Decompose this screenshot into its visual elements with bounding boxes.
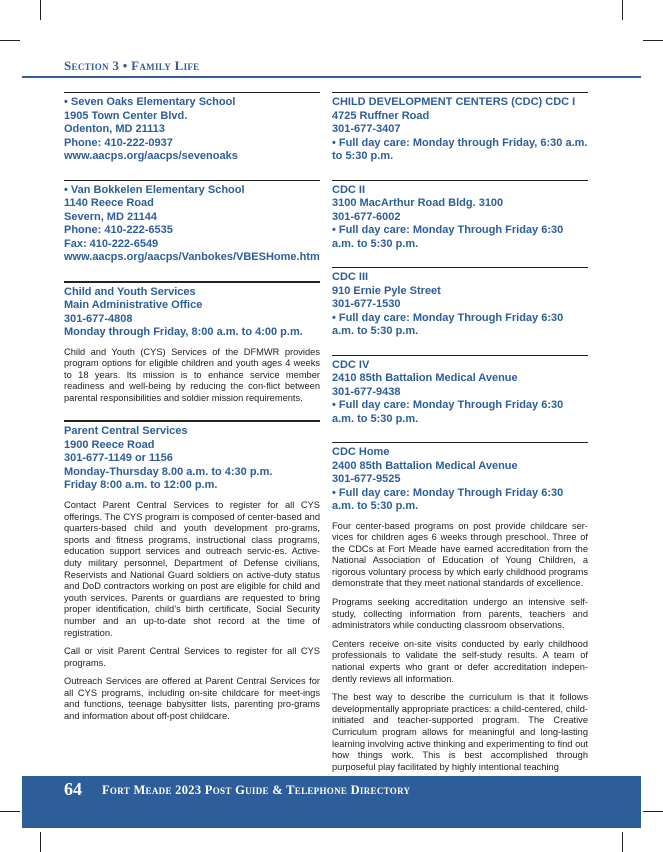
right-column: [332, 92, 588, 789]
entry-line: 301-677-3407: [332, 123, 401, 135]
entry-link[interactable]: www.aacps.org/aacps/Vanbokes/VBESHome.htm: [64, 251, 320, 263]
crop-mark: [40, 0, 41, 20]
left-column: [64, 92, 320, 739]
entry-line: Main Administrative Office: [64, 299, 203, 311]
body-paragraph: Call or visit Parent Central Services to register for all CYS programs.: [64, 646, 320, 668]
entry-line: 1900 Reece Road: [64, 438, 155, 451]
entry-line: 1140 Reece Road: [64, 197, 154, 209]
entry-line: 301-677-9525: [332, 473, 401, 485]
crop-mark: [40, 832, 41, 852]
body-paragraph: Child and Youth (CYS) Services of the DFMWR provides program options for eligible children and youth ages 4 weeks to 18 years. Its mission is to enhance service member readiness and well-being by reducing the con-flict between parental responsibilities and soldier mission requirements.: [64, 346, 320, 403]
parent-central-entry: [64, 420, 320, 722]
entry-line: 301-677-4808: [64, 312, 133, 325]
school-entry-van-bokkelen: [64, 180, 320, 265]
entry-line: • Van Bokkelen Elementary School: [64, 183, 245, 196]
entry-line: Severn, MD 21144: [64, 210, 157, 223]
body-paragraph: Contact Parent Central Services to register for all CYS offerings. The CYS program is composed of center-based and quarters-based child and youth development pro-grams, sports and fitness programs, instructional class programs, education support services and outreach servic-es. Active-duty military personnel, Department of Defense civilians, Reservists and National Guard soldiers on active-duty status and DoD contractors working on post are eligible for child and youth services. Parents or guardians are requested to bring proper identification, child’s birth certificate, Social Security number and an up-to-date shot record at the time of registration.: [64, 499, 320, 638]
entry-line: Friday 8:00 a.m. to 12:00 p.m.: [64, 479, 218, 492]
entry-line: Monday through Friday, 8:00 a.m. to 4:00 p.m.: [64, 326, 303, 338]
entry-line: 301-677-6002: [332, 210, 401, 223]
section-heading: Section 3 • Family Life: [64, 58, 200, 73]
body-paragraph: Outreach Services are offered at Parent Central Services for all CYS programs, including on-site childcare for meet-ings and functions, teenage babysitter lists, parenting pro-grams and information about off-post childcare.: [64, 676, 320, 722]
entry-line: CHILD DEVELOPMENT CENTERS (CDC) CDC I: [332, 96, 576, 108]
cdc-entry-3: [332, 267, 588, 339]
body-paragraph: Programs seeking accreditation undergo an intensive self-study, collecting information from parents, teachers and administrators while conducting classroom observations.: [332, 597, 588, 631]
entry-line: CDC III: [332, 271, 369, 283]
entry-line: Phone: 410-222-6535: [64, 224, 173, 236]
entry-line: • Full day care: Monday Through Friday 6:30 a.m. to 5:30 p.m.: [332, 399, 564, 425]
page-number: 64: [64, 779, 82, 799]
publication-title: Fort Meade 2023 Post Guide & Telephone Directory: [102, 783, 411, 797]
entry-line: Monday-Thursday 8.00 a.m. to 4:30 p.m.: [64, 465, 273, 478]
entry-line: Fax: 410-222-6549: [64, 237, 159, 250]
cys-entry: [64, 281, 320, 405]
cdc-entry-1: [332, 92, 588, 164]
entry-line: 910 Ernie Pyle Street: [332, 284, 441, 297]
entry-line: Odenton, MD 21113: [64, 123, 165, 135]
entry-line: • Full day care: Monday Through Friday 6:30 a.m. to 5:30 p.m.: [332, 311, 564, 337]
crop-mark: [643, 40, 663, 41]
entry-line: 4725 Ruffner Road: [332, 109, 430, 122]
entry-line: Phone: 410-222-0937: [64, 136, 173, 149]
entry-line: Child and Youth Services: [64, 285, 196, 298]
cdc-entry-home: [332, 442, 588, 773]
cdc-entry-2: [332, 180, 588, 252]
crop-mark: [622, 0, 623, 20]
body-paragraph: Four center-based programs on post provide childcare ser-vices for children ages 6 weeks through preschool. Three of the CDCs at Fort Meade have earned accreditation from the National Association of Education of Young Children, a rigorous voluntary process by which early childhood programs demonstrate that they meet national standards of excellence.: [332, 520, 588, 589]
entry-line: 1905 Town Center Blvd.: [64, 109, 188, 122]
entry-line: 3100 MacArthur Road Bldg. 3100: [332, 197, 504, 209]
entry-line: Parent Central Services: [64, 425, 188, 438]
entry-line: CDC II: [332, 183, 365, 196]
cdc-entry-4: [332, 355, 588, 427]
crop-mark: [0, 40, 20, 41]
entry-line: 301-677-1530: [332, 298, 401, 310]
entry-line: • Full day care: Monday through Friday, 6:30 a.m. to 5:30 p.m.: [332, 136, 588, 162]
entry-line: 2400 85th Battalion Medical Avenue: [332, 459, 518, 472]
entry-line: CDC IV: [332, 358, 370, 371]
crop-mark: [0, 811, 20, 812]
entry-line: 301-677-1149 or 1156: [64, 452, 173, 465]
body-paragraph: Centers receive on-site visits conducted by early childhood professionals to validate the self-study results. A team of national experts who grant or defer accreditation indepen-dently reviews all information.: [332, 638, 588, 684]
entry-link[interactable]: www.aacps.org/aacps/sevenoaks: [64, 150, 238, 162]
entry-line: 2410 85th Battalion Medical Avenue: [332, 372, 518, 384]
entry-line: CDC Home: [332, 446, 390, 458]
body-paragraph: The best way to describe the curriculum is that it follows developmentally appropriate practices: a child-centered, child-initiated and teacher-supported program. The Creative Curriculum program allows for meaningful and long-lasting learning involving active thinking and experimenting to find out how things work. This is best accomplished through purposeful play facilitated by highly intentional teaching: [332, 692, 588, 772]
entry-line: • Seven Oaks Elementary School: [64, 96, 236, 108]
footer-bar: [22, 776, 641, 828]
entry-line: • Full day care: Monday Through Friday 6:30 a.m. to 5:30 p.m.: [332, 224, 564, 250]
crop-mark: [622, 832, 623, 852]
crop-mark: [643, 811, 663, 812]
entry-line: 301-677-9438: [332, 385, 401, 398]
school-entry-seven-oaks: [64, 92, 320, 164]
entry-line: • Full day care: Monday Through Friday 6:30 a.m. to 5:30 p.m.: [332, 486, 564, 512]
section-rule: [22, 76, 641, 78]
